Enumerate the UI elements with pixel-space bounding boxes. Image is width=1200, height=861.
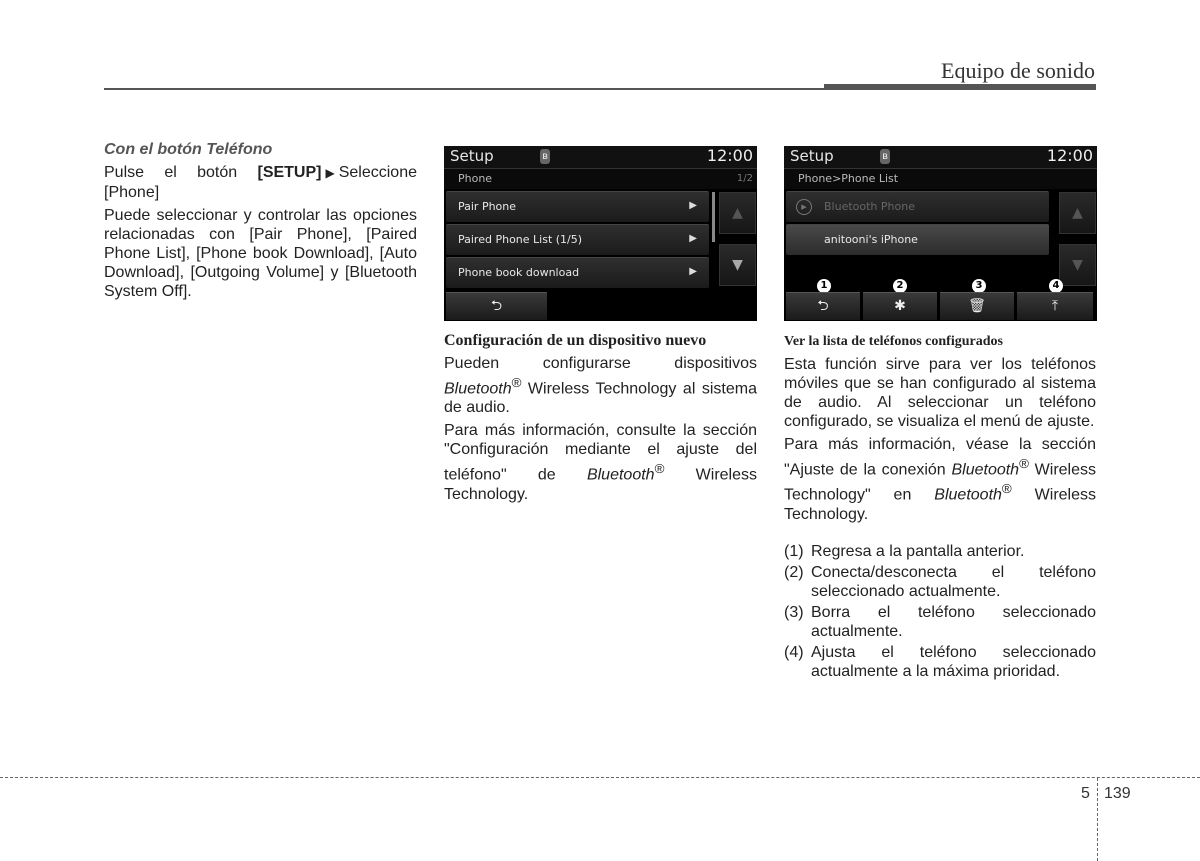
instruction-text: Pulse el botón [104,164,258,181]
callout-4: 4 [1049,279,1063,293]
footer-divider [1097,778,1098,861]
screen-title: Setup [450,147,494,165]
menu-path: Phone [458,172,493,185]
menu-item-pair-phone[interactable] [446,191,709,222]
phone-list-screen [784,146,1097,321]
scroll-thumb [712,192,715,242]
list-item-bluetooth-phone[interactable] [786,191,1049,222]
menu-item-paired-phone-list[interactable] [446,224,709,255]
scroll-down-button[interactable]: ▼ [719,244,756,286]
legend-item [784,603,1096,641]
text-span: Wireless Technology. [784,486,1097,523]
scroll-up-button[interactable]: ▲ [1059,192,1096,234]
menu-item-phone-book-download[interactable] [446,257,709,288]
list-item-selected-phone[interactable] [786,224,1049,255]
connect-button[interactable] [863,292,937,320]
page-number: 139 [1104,785,1131,802]
status-bar [444,146,757,169]
sub-bar [444,169,757,189]
description-paragraph: Esta función sirve para ver los teléfonos móviles que se han configurado al sistema de audio. Al seleccionar un teléfono configurado, se visualiza el menú de ajuste. [784,356,1096,430]
back-arrow-icon: ⮌ [490,298,503,314]
legend-text: Regresa a la pantalla anterior. [811,542,1025,560]
menu-item-label: Phone book download [458,266,580,279]
callout-3: 3 [972,279,986,293]
text-span: Wireless Technology" en [784,461,1096,504]
priority-button[interactable] [1017,292,1093,320]
legend-item [784,542,1096,561]
delete-button[interactable] [940,292,1014,320]
info-paragraph [784,435,1096,524]
registered-mark: ® [1001,481,1012,497]
bluetooth-term: Bluetooth [586,466,655,484]
list-item-label: Bluetooth Phone [824,200,915,213]
info-paragraph [444,421,757,503]
section-caption: Ver la lista de teléfonos configurados [784,334,1003,349]
registered-mark: ® [654,461,665,477]
legend-text: Borra el teléfono seleccionado actualmente. [811,603,1096,640]
setup-phone-screen [444,146,757,321]
running-header: Equipo de sonido [941,58,1095,83]
play-arrow-icon: ▶ [689,266,697,277]
legend-text: Conecta/desconecta el teléfono seleccionado actualmente. [811,563,1096,600]
callout-1: 1 [817,279,831,293]
header-rule [104,88,1096,90]
move-to-top-icon: ⤒ [1051,298,1059,314]
registered-mark: ® [1019,456,1029,471]
intro-paragraph [444,354,757,417]
options-paragraph: Puede seleccionar y controlar las opciones relacionadas con [Pair Phone], [Paired Phone List], [Phone book Download], [Auto Download], [Outgoing Volume] y [Bluetooth System Off]. [104,207,417,300]
setup-key: [SETUP] [257,164,322,181]
legend-number: (3) [784,603,804,621]
play-arrow-icon: ▶ [689,233,697,244]
bluetooth-icon: ʙ [880,149,890,164]
legend-number: (1) [784,542,804,560]
instruction-text-2: Seleccione [Phone] [104,164,417,201]
play-circle-icon: ▶ [796,199,812,215]
subheading: Con el botón Teléfono [104,141,273,158]
left-column [104,140,417,305]
scroll-up-button[interactable]: ▲ [719,192,756,234]
middle-column [444,331,757,508]
legend-item [784,563,1096,601]
scroll-down-button[interactable]: ▼ [1059,244,1096,286]
bluetooth-icon: ʙ [540,149,550,164]
bluetooth-term: Bluetooth [934,486,1002,504]
back-button[interactable] [446,292,547,320]
instruction-paragraph [104,163,417,202]
screen-title: Setup [790,147,834,165]
legend-text: Ajusta el teléfono seleccionado actualmente a la máxima prioridad. [811,643,1096,680]
text-span: Para más información, véase la sección "Ajuste de la conexión [784,436,1096,479]
bluetooth-term: Bluetooth [951,461,1020,479]
right-column [784,332,1096,683]
text-span: Para más información, consulte la sección "Configuración mediante el ajuste del teléfono" de [444,422,757,484]
menu-item-label: Pair Phone [458,200,517,213]
sub-bar [784,169,1097,189]
legend-item [784,643,1096,681]
back-arrow-icon: ⮌ [817,298,829,314]
list-item-label: anitooni's iPhone [824,233,918,246]
legend-number: (2) [784,563,804,581]
legend-number: (4) [784,643,804,661]
page-indicator: 1/2 [736,173,753,184]
footer-rule [0,777,1200,778]
text-span: Pueden configurarse dispositivos [444,355,757,372]
clock: 12:00 [1046,146,1093,165]
callout-2: 2 [893,279,907,293]
trash-icon: 🗑 [968,298,986,314]
play-arrow-icon: ▶ [325,166,335,180]
section-number: 5 [1081,785,1090,802]
back-button[interactable] [786,292,860,320]
clock: 12:00 [706,146,753,165]
menu-item-label: Paired Phone List (1/5) [458,233,583,246]
menu-path: Phone>Phone List [798,172,899,185]
text-span: Wireless Technology al sistema de audio. [444,380,757,417]
text-span: Wireless Technology. [444,466,757,503]
section-caption: Configuración de un dispositivo nuevo [444,332,707,349]
play-arrow-icon: ▶ [689,200,697,211]
registered-mark: ® [511,375,522,390]
status-bar [784,146,1097,169]
legend-list [784,542,1096,681]
bluetooth-connect-icon: ✱ [894,298,906,314]
bluetooth-term: Bluetooth [444,380,512,398]
